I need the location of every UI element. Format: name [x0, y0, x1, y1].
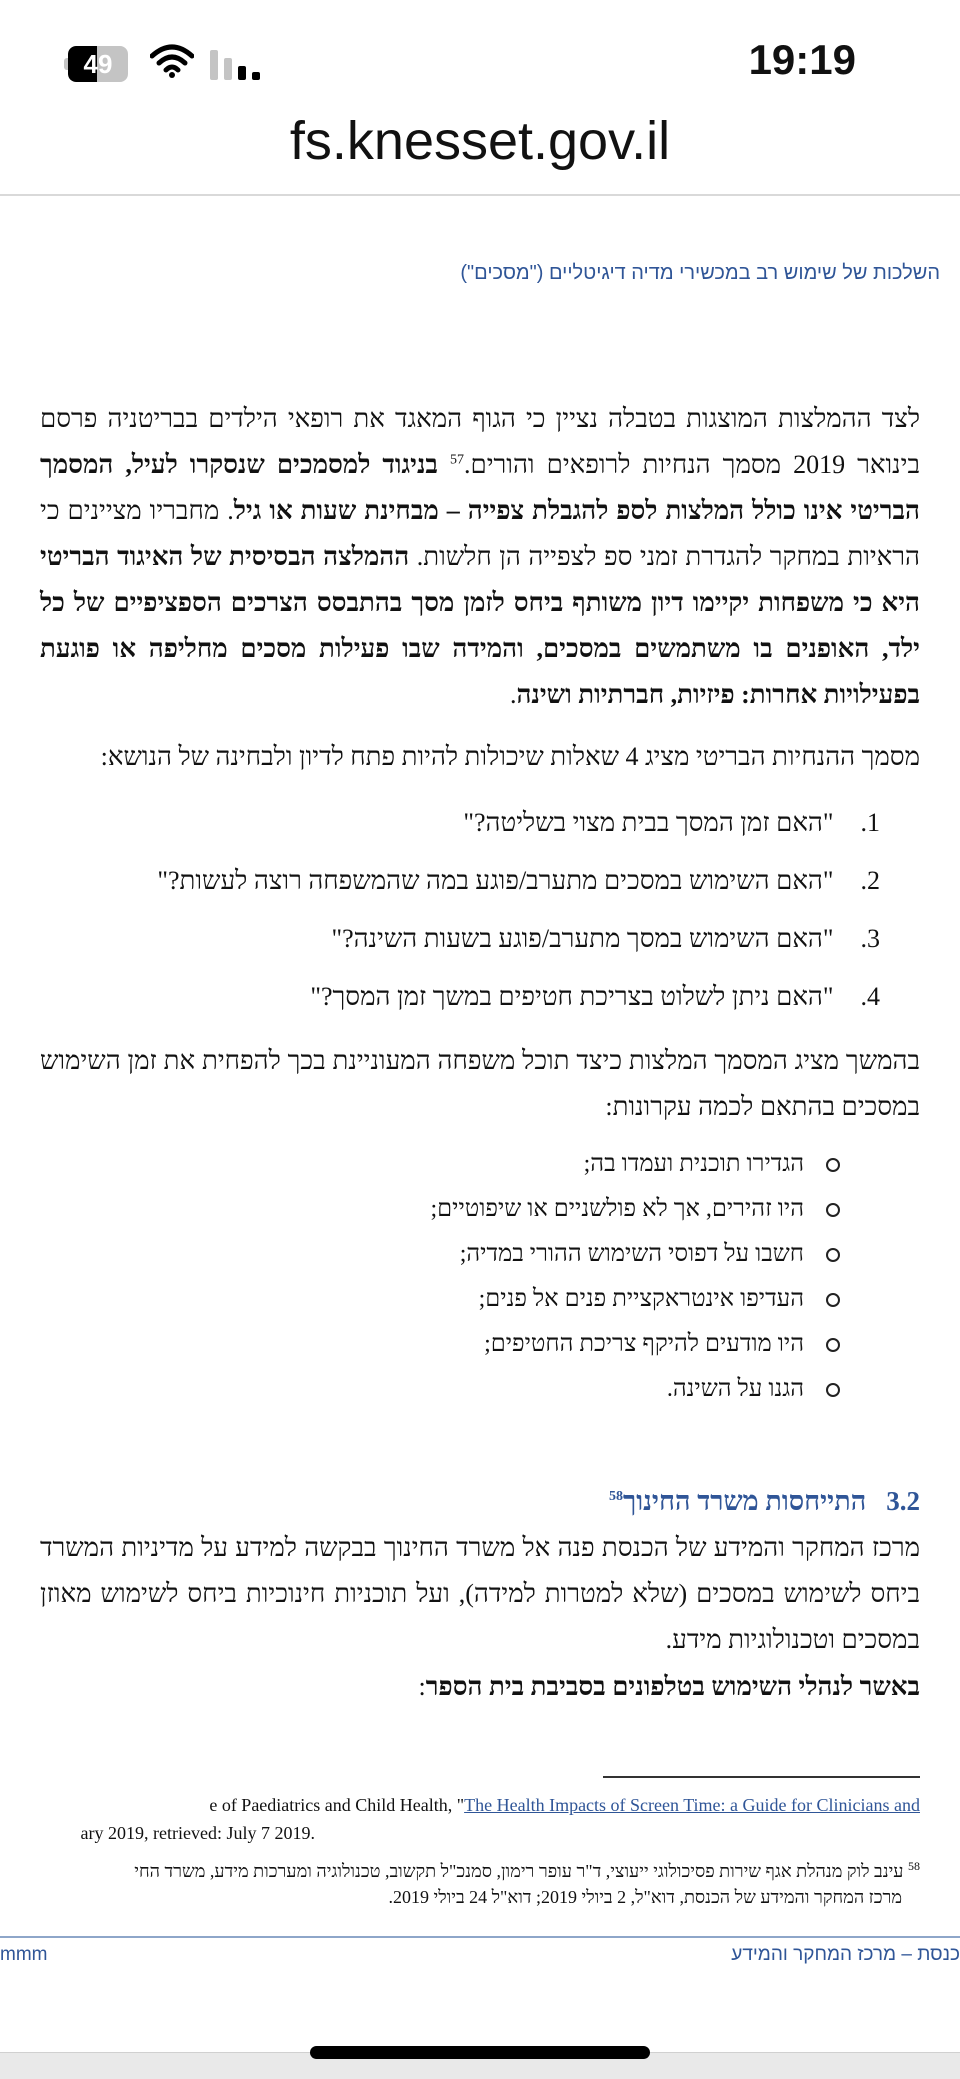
paragraph-questions-intro: מסמך ההנחיות הבריטי מציג 4 שאלות שיכולות להיות פתח לדיון ולבחינה של הנושא: [100, 742, 920, 771]
home-indicator[interactable] [310, 2046, 650, 2059]
principle-item [431, 1142, 840, 1187]
paragraph-education-ministry: מרכז המחקר והמידע של הכנסת פנה אל משרד החינוך בבקשה למידע על מדיניות המשרד ביחס לשימוש במסכים (שלא למטרות למידה), ועל תוכניות חינוכיות ביחס לשימוש מאוזן במסכים וטכנולוגיות מידע. [40, 1533, 920, 1654]
footnote-divider [603, 1776, 920, 1778]
paragraph-principles-intro: בהמשך מציג המסמך המלצות כיצד תוכל משפחה המעוניינת בכך להפחית את זמן השימוש במסכים בהתאם לכמה עקרונות: [40, 1046, 920, 1121]
principles-list [431, 1142, 840, 1412]
footnote-57-line-2: ary 2019, retrieved: July 7 2019. [80, 1823, 315, 1843]
footnote-57-lead: e of Paediatrics and Child Health, " [209, 1795, 465, 1815]
question-text: "האם ניתן לשלוט בצריכת חטיפים במשך זמן המסך?" [310, 982, 834, 1011]
cellular-signal-icon [208, 50, 260, 80]
footnote-ref-58[interactable]: 58 [608, 1489, 623, 1504]
principle-text: הגדירו תוכנית ועמדו בה; [583, 1151, 804, 1177]
wifi-icon [150, 44, 194, 78]
para1-text-1: לצד ההמלצות המוצגות בטבלה נציין כי הגוף המאגד את רופאי הילדים בבריטניה פרסם בינואר 2019 מסמך הנחיות לרופאים והורים. [40, 404, 920, 479]
footer-left-text: mmm [0, 1944, 48, 1965]
questions-list [157, 794, 880, 1026]
principle-item [431, 1232, 840, 1277]
circle-bullet-icon [826, 1338, 840, 1352]
para1-bold-2: ההמלצה הבסיסית של האיגוד הבריטי היא כי משפחות יקיימו דיון משותף ביחס לזמן מסך בהתבסס הצרכים הספציפיים של כל ילד, האופנים בו משתמשים במסכים, והמידה שבו פעילות מסכים מחליפה או פוגעת בפעילויות אחרות: פיזיות, חברתיות ושינה [40, 542, 920, 709]
principle-text: העדיפו אינטראקציית פנים אל פנים; [478, 1286, 804, 1312]
status-bar [0, 0, 960, 120]
question-text: "האם השימוש במסך מתערב/פוגע בשעות השינה?" [331, 924, 834, 953]
principle-item [431, 1187, 840, 1232]
question-number: 1. [860, 808, 880, 837]
principle-item [431, 1367, 840, 1412]
paragraph-intro [40, 396, 920, 718]
battery-level: 49 [83, 49, 113, 79]
para1-text-3: . [509, 680, 517, 709]
running-header: השלכות של שימוש רב במכשירי מדיה דיגיטליים ("מסכים") [460, 262, 940, 284]
question-text: "האם השימוש במסכים מתערב/פוגע במה שהמשפחה רוצה לעשות?" [157, 866, 834, 895]
question-number: 3. [860, 924, 880, 953]
section-heading [609, 1486, 920, 1517]
pdf-document[interactable] [0, 196, 960, 2056]
circle-bullet-icon [826, 1158, 840, 1172]
question-number: 4. [860, 982, 880, 1011]
phone-policy-lead: באשר לנהלי השימוש בטלפונים בסביבת בית הספר [425, 1672, 920, 1701]
footer-divider [0, 1936, 960, 1938]
principle-text: חשבו על דפוסי השימוש ההורי במדיה; [459, 1241, 804, 1267]
question-item [157, 910, 880, 968]
principle-text: היו מודעים להיקף צריכת החטיפים; [484, 1331, 804, 1357]
principle-text: הגנו על השינה. [666, 1376, 804, 1402]
paragraph-phone-policy [40, 1664, 920, 1710]
footer-right-text: כנסת – מרכז המחקר והמידע [731, 1944, 960, 1965]
footnote-58-text: עינב לוק מנהלת אגף שירות פסיכולוגי ייעוצי, ד"ר עופר רימון, סמנכ"ל תקשוב, טכנולוגיה ומערכות מידע, משרד החי [134, 1861, 908, 1881]
principle-text: היו זהירים, אך לא פולשניים או שיפוטיים; [430, 1196, 804, 1222]
question-item [157, 852, 880, 910]
circle-bullet-icon [826, 1248, 840, 1262]
phone-policy-colon: : [418, 1672, 426, 1701]
url-bar[interactable]: fs.knesset.gov.il [289, 111, 671, 171]
circle-bullet-icon [826, 1293, 840, 1307]
footnote-58-line-1 [134, 1858, 920, 1884]
section-number: 3.2 [886, 1486, 920, 1516]
principle-item [431, 1277, 840, 1322]
circle-bullet-icon [826, 1383, 840, 1397]
footnote-57-line-1 [209, 1792, 920, 1818]
footnote-ref-57[interactable]: 57 [449, 452, 464, 468]
question-item [157, 794, 880, 852]
question-number: 2. [860, 866, 880, 895]
battery-icon [64, 46, 130, 82]
footnote-58-line-2: מרכז המחקר והמידע של הכנסת, דוא"ל, 2 ביולי 2019; דוא"ל 24 ביולי 2019. [388, 1887, 902, 1907]
principle-item [431, 1322, 840, 1367]
para1-text-2: . מחבריו מציינים כי הראיות במחקר להגדרת זמני ספ לצפייה הן חלשות. [40, 496, 920, 571]
section-title: התייחסות משרד החינוך [622, 1486, 867, 1516]
para1-bold-1: בניגוד למסמכים שנסקרו לעיל, המסמך הבריטי אינו כולל המלצות לספ להגבלת צפייה – מבחינת שעות או גיל [40, 450, 920, 525]
question-item [157, 968, 880, 1026]
clock-time: 19:19 [748, 36, 856, 83]
footnote-58-number: 58 [908, 1859, 920, 1873]
footnote-57-link[interactable]: The Health Impacts of Screen Time: a Guide for Clinicians and [464, 1795, 920, 1815]
circle-bullet-icon [826, 1203, 840, 1217]
question-text: "האם זמן המסך בבית מצוי בשליטה?" [463, 808, 834, 837]
